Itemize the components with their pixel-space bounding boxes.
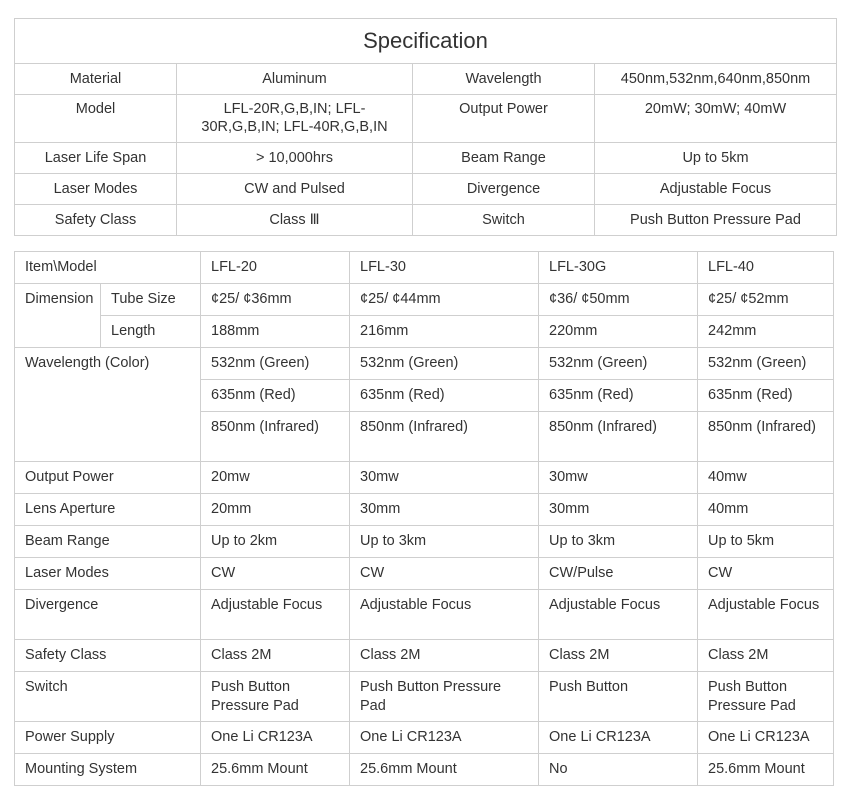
spec-row-life-span — [15, 143, 837, 174]
table-cell: Up to 5km — [698, 526, 834, 558]
table-cell: 188mm — [201, 316, 350, 348]
table-cell: One Li CR123A — [201, 722, 350, 754]
table-cell: ¢25/ ¢36mm — [201, 284, 350, 316]
spec-value: 450nm,532nm,640nm,850nm — [595, 64, 837, 95]
row-label: Mounting System — [15, 754, 201, 786]
table-cell: 242mm — [698, 316, 834, 348]
table-cell: Class 2M — [201, 640, 350, 672]
table-cell: Adjustable Focus — [539, 590, 698, 640]
table-row-wavelength-green — [15, 348, 834, 380]
table-cell: ¢25/ ¢52mm — [698, 284, 834, 316]
table-cell: 635nm (Red) — [539, 380, 698, 412]
table-cell: Up to 3km — [350, 526, 539, 558]
table-cell: 850nm (Infrared) — [350, 412, 539, 462]
table-cell: 20mm — [201, 494, 350, 526]
spec-value: CW and Pulsed — [177, 174, 413, 205]
spec-value: Up to 5km — [595, 143, 837, 174]
row-label: Beam Range — [15, 526, 201, 558]
header-cell: LFL-30 — [350, 252, 539, 284]
row-label: Power Supply — [15, 722, 201, 754]
table-cell: One Li CR123A — [350, 722, 539, 754]
table-cell: 220mm — [539, 316, 698, 348]
spec-label: Laser Life Span — [15, 143, 177, 174]
spec-label: Output Power — [413, 95, 595, 143]
header-cell: LFL-30G — [539, 252, 698, 284]
spec-label: Safety Class — [15, 205, 177, 236]
spec-value: Class Ⅲ — [177, 205, 413, 236]
row-label: Safety Class — [15, 640, 201, 672]
table-cell: 850nm (Infrared) — [201, 412, 350, 462]
table-cell: Class 2M — [539, 640, 698, 672]
table-row-output-power — [15, 462, 834, 494]
table-cell: Push Button Pressure Pad — [698, 672, 834, 722]
row-sublabel: Tube Size — [101, 284, 201, 316]
table-cell: 635nm (Red) — [350, 380, 539, 412]
table-cell: 532nm (Green) — [201, 348, 350, 380]
table-row-power-supply — [15, 722, 834, 754]
table-row-switch — [15, 672, 834, 722]
spec-title: Specification — [15, 19, 837, 64]
spec-row-laser-modes — [15, 174, 837, 205]
table-cell: ¢25/ ¢44mm — [350, 284, 539, 316]
spec-label: Switch — [413, 205, 595, 236]
table-cell: CW — [698, 558, 834, 590]
row-sublabel: Length — [101, 316, 201, 348]
table-cell: 635nm (Red) — [698, 380, 834, 412]
spec-value: Aluminum — [177, 64, 413, 95]
spec-value: Adjustable Focus — [595, 174, 837, 205]
spec-value: > 10,000hrs — [177, 143, 413, 174]
spec-label: Divergence — [413, 174, 595, 205]
table-cell: 532nm (Green) — [350, 348, 539, 380]
spec-label: Model — [15, 95, 177, 143]
table-cell: Adjustable Focus — [350, 590, 539, 640]
specification-table — [14, 18, 837, 236]
spec-label: Beam Range — [413, 143, 595, 174]
row-label: Dimension — [15, 284, 101, 348]
table-cell: 30mm — [350, 494, 539, 526]
table-cell: Push Button — [539, 672, 698, 722]
table-cell: 40mm — [698, 494, 834, 526]
spec-value: LFL-20R,G,B,IN; LFL-30R,G,B,IN; LFL-40R,G,B,IN — [177, 95, 413, 143]
table-cell: 850nm (Infrared) — [539, 412, 698, 462]
table-cell: Up to 2km — [201, 526, 350, 558]
spec-value: Push Button Pressure Pad — [595, 205, 837, 236]
table-cell: Class 2M — [350, 640, 539, 672]
table-cell: Adjustable Focus — [201, 590, 350, 640]
table-cell: 30mw — [350, 462, 539, 494]
table-header-row — [15, 252, 834, 284]
table-row-length — [15, 316, 834, 348]
table-row-laser-modes — [15, 558, 834, 590]
table-cell: 30mw — [539, 462, 698, 494]
spec-row-safety-class — [15, 205, 837, 236]
table-cell: 216mm — [350, 316, 539, 348]
spec-value: 20mW; 30mW; 40mW — [595, 95, 837, 143]
row-label: Output Power — [15, 462, 201, 494]
table-cell: 25.6mm Mount — [698, 754, 834, 786]
table-cell: CW — [201, 558, 350, 590]
row-label: Lens Aperture — [15, 494, 201, 526]
spec-label: Laser Modes — [15, 174, 177, 205]
header-cell: Item\Model — [15, 252, 201, 284]
spec-row-model — [15, 95, 837, 143]
table-cell: Adjustable Focus — [698, 590, 834, 640]
table-cell: Push Button Pressure Pad — [201, 672, 350, 722]
table-cell: CW — [350, 558, 539, 590]
model-comparison-table — [14, 251, 834, 786]
row-label: Wavelength (Color) — [15, 348, 201, 462]
table-cell: 635nm (Red) — [201, 380, 350, 412]
table-row-mounting-system — [15, 754, 834, 786]
table-cell: 532nm (Green) — [539, 348, 698, 380]
table-row-safety-class — [15, 640, 834, 672]
table-cell: 20mw — [201, 462, 350, 494]
row-label: Laser Modes — [15, 558, 201, 590]
spec-label: Wavelength — [413, 64, 595, 95]
header-cell: LFL-20 — [201, 252, 350, 284]
table-row-lens-aperture — [15, 494, 834, 526]
header-cell: LFL-40 — [698, 252, 834, 284]
table-cell: One Li CR123A — [539, 722, 698, 754]
table-row-divergence — [15, 590, 834, 640]
table-cell: ¢36/ ¢50mm — [539, 284, 698, 316]
spec-label: Material — [15, 64, 177, 95]
table-cell: 25.6mm Mount — [350, 754, 539, 786]
row-label: Divergence — [15, 590, 201, 640]
table-cell: Up to 3km — [539, 526, 698, 558]
table-cell: 25.6mm Mount — [201, 754, 350, 786]
table-row-beam-range — [15, 526, 834, 558]
table-cell: Class 2M — [698, 640, 834, 672]
table-cell: 30mm — [539, 494, 698, 526]
table-cell: CW/Pulse — [539, 558, 698, 590]
table-cell: Push Button Pressure Pad — [350, 672, 539, 722]
table-cell: 850nm (Infrared) — [698, 412, 834, 462]
table-cell: No — [539, 754, 698, 786]
row-label: Switch — [15, 672, 201, 722]
table-row-tube-size — [15, 284, 834, 316]
table-cell: One Li CR123A — [698, 722, 834, 754]
table-cell: 40mw — [698, 462, 834, 494]
table-cell: 532nm (Green) — [698, 348, 834, 380]
spec-row-material — [15, 64, 837, 95]
